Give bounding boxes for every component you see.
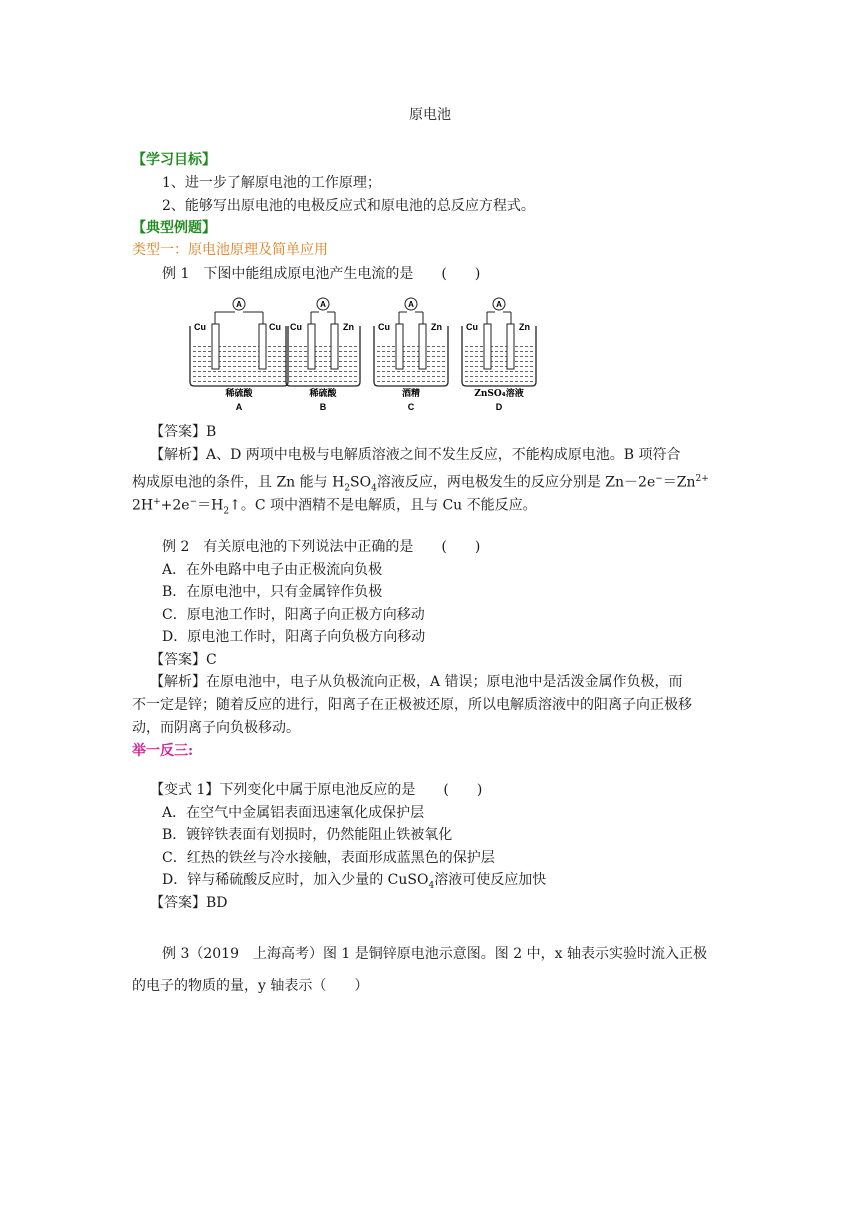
meter-label: A (408, 300, 414, 309)
ex2-analysis-line1: 【解析】在原电池中，电子从负极流向正极，A 错误；原电池中是活泼金属作负极，而 (150, 674, 683, 690)
ex2-analysis-line3: 动，而阴离子向负极移动。 (132, 720, 300, 736)
ex2-option-c: C．原电池工作时，阳离子向正极方向移动 (162, 607, 425, 623)
ex1-analysis-line3: $2H^++2e^-=H_2↑$。C 项中酒精不是电解质，且与 Cu 不能反应。 (132, 497, 537, 517)
beaker-a (190, 298, 288, 412)
ex2-answer: 【答案】C (150, 652, 217, 668)
ex1-analysis-line1: 【解析】A、D 两项中电极与电解质溶液之间不发生反应，不能构成原电池。B 项符合 (150, 447, 681, 463)
electrode-left-label: Cu (466, 322, 478, 332)
electrode-right-label: Zn (431, 322, 442, 332)
ex2-option-a: A．在外电路中电子由正极流向负极 (162, 562, 383, 578)
ex2-option-d: D．原电池工作时，阳离子向负极方向移动 (162, 629, 426, 645)
electrode-right-label: Zn (343, 322, 354, 332)
ex3-line2: 的电子的物质的量，y 轴表示（ ） (132, 978, 369, 994)
var1-question: 【变式 1】下列变化中属于原电池反应的是 ( ) (150, 782, 483, 798)
section-goals: 【学习目标】 (132, 152, 216, 168)
beaker-d (462, 298, 536, 412)
option-letter: D (495, 402, 503, 412)
solution-label: ZnSO₄溶液 (474, 389, 524, 399)
var1-option-d: D．锌与稀硫酸反应时，加入少量的 CuSO$_4$溶液可使反应加快 (162, 872, 547, 891)
electrode-left-label: Cu (378, 322, 390, 332)
beaker-b (286, 298, 360, 412)
electrode-left-label: Cu (194, 322, 206, 332)
electrode-right-label: Zn (519, 322, 530, 332)
solution-label: 酒精 (401, 389, 421, 399)
var1-answer: 【答案】BD (150, 895, 228, 911)
meter-label: A (236, 300, 242, 309)
goal-1: 1、进一步了解原电池的工作原理； (162, 175, 381, 191)
option-letter: B (319, 402, 327, 412)
option-letter: A (235, 402, 243, 412)
beaker-c (374, 298, 448, 412)
type1-heading: 类型一：原电池原理及简单应用 (132, 242, 328, 258)
section-examples: 【典型例题】 (132, 220, 216, 236)
page-title: 原电池 (409, 107, 451, 123)
solution-label: 稀硫酸 (309, 389, 337, 399)
galvanic-cell-figure (188, 294, 548, 414)
ex1-question: 例 1 下图中能组成原电池产生电流的是 ( ) (162, 266, 481, 282)
var1-option-a: A．在空气中金属铝表面迅速氧化成保护层 (162, 805, 425, 821)
var1-option-b: B．镀锌铁表面有划损时，仍然能阻止铁被氧化 (162, 827, 453, 843)
ex2-option-b: B．在原电池中，只有金属锌作负极 (162, 584, 383, 600)
var1-option-c: C．红热的铁丝与冷水接触，表面形成蓝黑色的保护层 (162, 850, 495, 866)
electrode-right-label: Cu (269, 322, 281, 332)
electrode-left-label: Cu (290, 322, 302, 332)
ex3-line1: 例 3（2019 上海高考）图 1 是铜锌原电池示意图。图 2 中，x 轴表示实验时流入正极 (162, 946, 707, 962)
ex2-question: 例 2 有关原电池的下列说法中正确的是 ( ) (162, 539, 481, 555)
goal-2: 2、能够写出原电池的电极反应式和原电池的总反应方程式。 (162, 198, 535, 214)
ex1-analysis-line2: 构成原电池的条件，且 Zn 能与 $H_2SO_4$溶液反应，两电极发生的反应分别是 $Zn-2e^-=Zn^{2+}$ (132, 474, 709, 494)
juyi-heading: 举一反三: (132, 743, 194, 759)
solution-label: 稀硫酸 (225, 389, 253, 399)
ex2-analysis-line2: 不一定是锌；随着反应的进行，阳离子在正极被还原，所以电解质溶液中的阳离子向正极移 (132, 697, 692, 713)
option-letter: C (407, 402, 415, 412)
meter-label: A (496, 300, 502, 309)
ex1-answer: 【答案】B (150, 424, 217, 440)
meter-label: A (320, 300, 326, 309)
